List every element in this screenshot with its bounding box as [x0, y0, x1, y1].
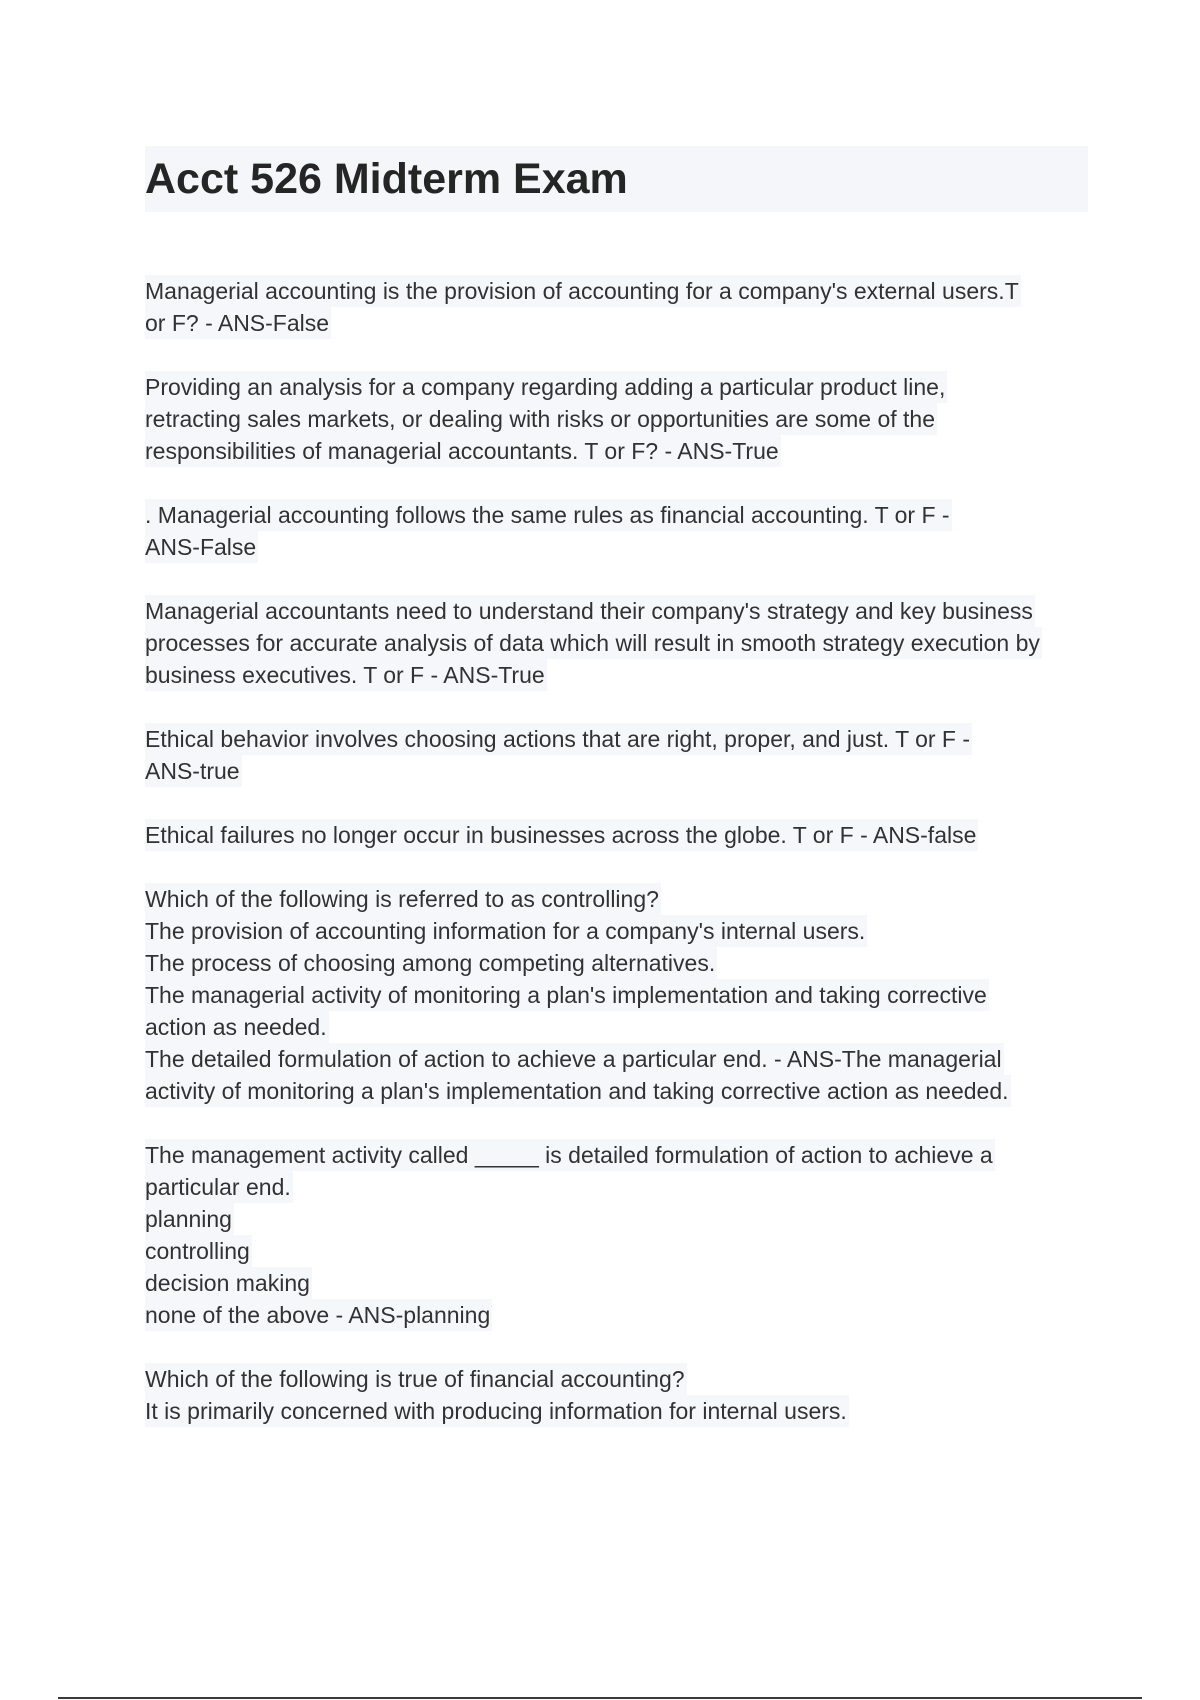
text-line: none of the above - ANS-planning	[145, 1299, 492, 1331]
text-line: The process of choosing among competing alternatives.	[145, 947, 717, 979]
text-line: processes for accurate analysis of data which will result in smooth strategy execution by	[145, 627, 1042, 659]
qa-item-1	[145, 275, 1090, 339]
text-line: . Managerial accounting follows the same rules as financial accounting. T or F -	[145, 499, 952, 531]
qa-item-8	[145, 1139, 1090, 1331]
text-line: retracting sales markets, or dealing with risks or opportunities are some of the	[145, 403, 937, 435]
text-line: Ethical failures no longer occur in businesses across the globe. T or F - ANS-false	[145, 819, 978, 851]
qa-item-2	[145, 371, 1090, 467]
text-line: or F? - ANS-False	[145, 307, 331, 339]
text-line: The management activity called _____ is detailed formulation of action to achieve a	[145, 1139, 995, 1171]
text-line: The provision of accounting information for a company's internal users.	[145, 915, 867, 947]
text-line: ANS-true	[145, 755, 242, 787]
qa-item-5	[145, 723, 1090, 787]
text-line: business executives. T or F - ANS-True	[145, 659, 547, 691]
qa-item-3	[145, 499, 1090, 563]
text-line: The detailed formulation of action to achieve a particular end. - ANS-The managerial	[145, 1043, 1004, 1075]
title-block	[145, 146, 1088, 212]
text-line: decision making	[145, 1267, 312, 1299]
text-line: Managerial accounting is the provision of accounting for a company's external users.T	[145, 275, 1021, 307]
qa-item-6	[145, 819, 1090, 851]
text-line: Managerial accountants need to understand their company's strategy and key business	[145, 595, 1035, 627]
qa-item-4	[145, 595, 1090, 691]
document-body	[145, 275, 1090, 1459]
text-line: Ethical behavior involves choosing actions that are right, proper, and just. T or F -	[145, 723, 972, 755]
text-line: Which of the following is referred to as controlling?	[145, 883, 661, 915]
text-line: particular end.	[145, 1171, 293, 1203]
text-line: planning	[145, 1203, 234, 1235]
qa-item-7	[145, 883, 1090, 1107]
qa-item-9	[145, 1363, 1090, 1427]
text-line: action as needed.	[145, 1011, 329, 1043]
text-line: Providing an analysis for a company regarding adding a particular product line,	[145, 371, 947, 403]
text-line: The managerial activity of monitoring a plan's implementation and taking corrective	[145, 979, 989, 1011]
text-line: ANS-False	[145, 531, 258, 563]
text-line: controlling	[145, 1235, 252, 1267]
footer-divider	[58, 1697, 1142, 1699]
text-line: Which of the following is true of financial accounting?	[145, 1363, 687, 1395]
text-line: It is primarily concerned with producing information for internal users.	[145, 1395, 849, 1427]
text-line: responsibilities of managerial accountants. T or F? - ANS-True	[145, 435, 781, 467]
document-title: Acct 526 Midterm Exam	[145, 155, 628, 203]
text-line: activity of monitoring a plan's implementation and taking corrective action as needed.	[145, 1075, 1011, 1107]
